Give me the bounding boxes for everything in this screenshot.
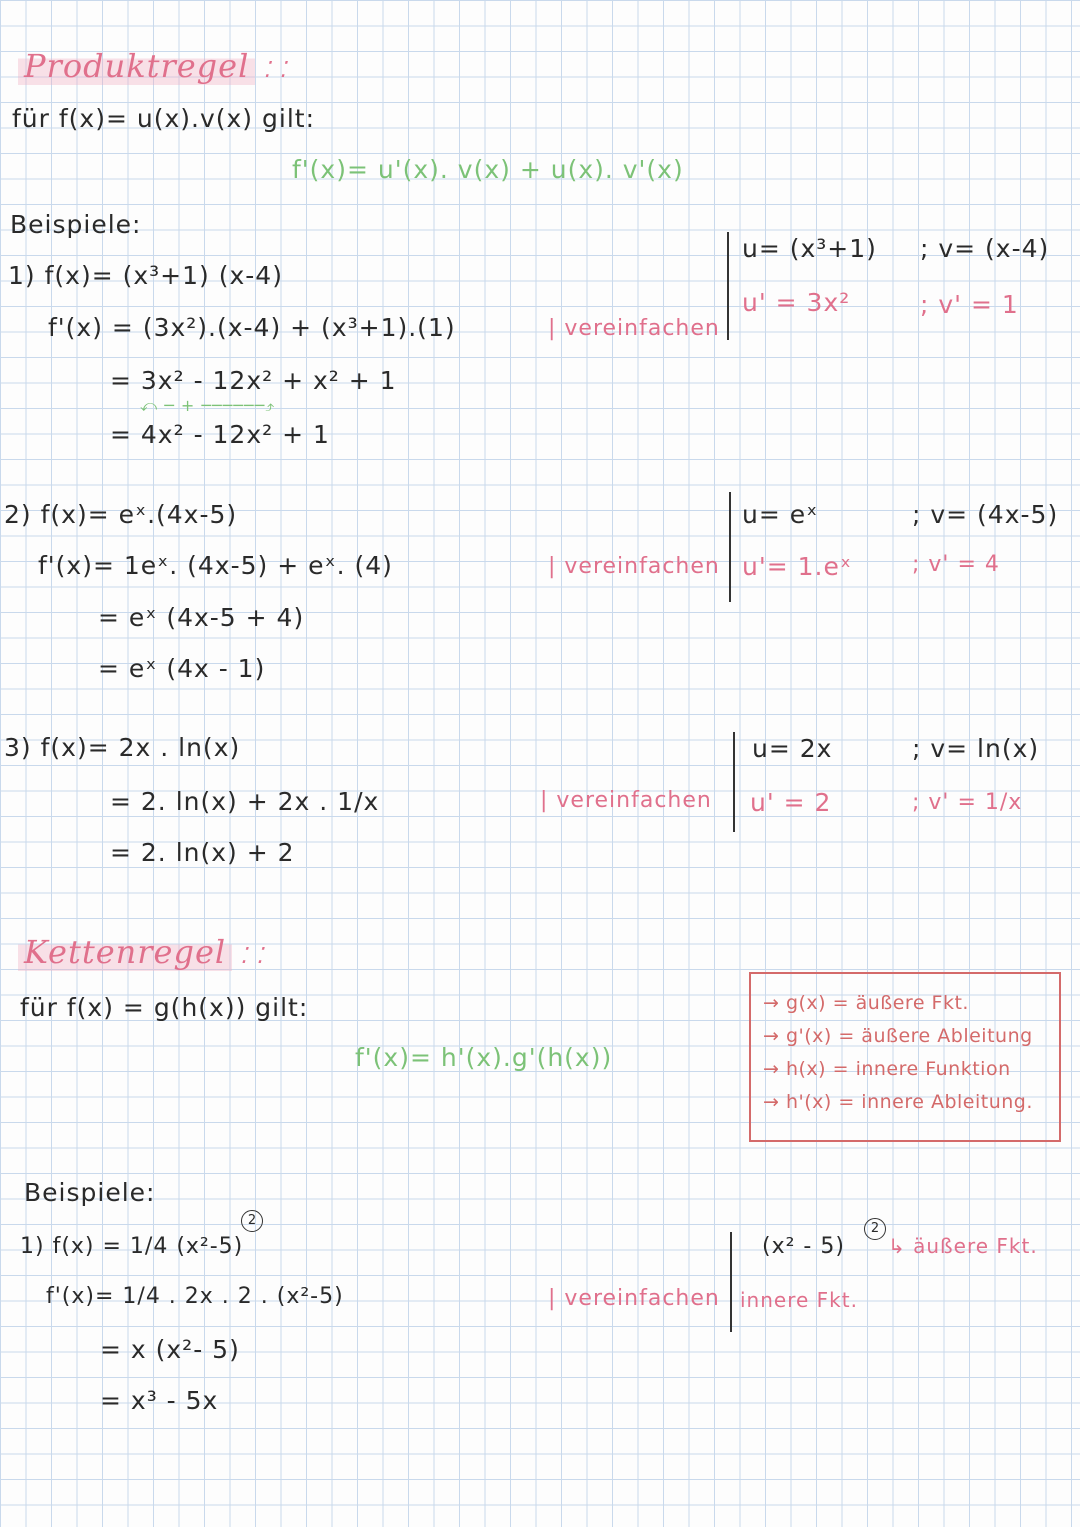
produktregel-title: Produktregel ⁚ ⁚ bbox=[18, 50, 287, 82]
kettenregel-title: Kettenregel ⁚ ⁚ bbox=[18, 936, 264, 968]
p-ex2-tag: | vereinfachen bbox=[548, 554, 720, 579]
p-ex1-u: u= (x³+1) bbox=[742, 234, 877, 263]
legend-outer-function: → g(x) = äußere Fkt. bbox=[763, 992, 969, 1014]
p-ex3-v: ; v= ln(x) bbox=[912, 734, 1040, 763]
produktregel-examples-label: Beispiele: bbox=[10, 210, 142, 239]
legend-inner-function: → h(x) = innere Funktion bbox=[763, 1058, 1011, 1080]
k-ex1-line3: = x (x²- 5) bbox=[100, 1335, 240, 1364]
kettenregel-intro: für f(x) = g(h(x)) gilt: bbox=[20, 993, 309, 1022]
kettenregel-formula: f'(x)= h'(x).g'(h(x)) bbox=[355, 1043, 613, 1072]
k-ex1-outer-label: ↳ äußere Fkt. bbox=[888, 1234, 1038, 1258]
p-ex2-divider bbox=[729, 492, 731, 602]
k-ex1-exponent: 2 bbox=[241, 1210, 263, 1232]
p-ex3-du: u' = 2 bbox=[750, 788, 832, 817]
p-ex3-line3: = 2. ln(x) + 2 bbox=[110, 838, 295, 867]
p-ex3-dv: ; v' = 1/x bbox=[912, 790, 1023, 815]
p-ex1-v: ; v= (x-4) bbox=[920, 234, 1050, 263]
p-ex2-v: ; v= (4x-5) bbox=[912, 500, 1059, 529]
produktregel-intro: für f(x)= u(x).v(x) gilt: bbox=[12, 104, 315, 133]
kettenregel-legend-box bbox=[749, 972, 1061, 1142]
kettenregel-examples-label: Beispiele: bbox=[24, 1178, 156, 1207]
p-ex3-line1: 3) f(x)= 2x . ln(x) bbox=[4, 733, 241, 762]
p-ex2-u: u= eˣ bbox=[742, 500, 819, 529]
p-ex1-line4: = 4x² - 12x² + 1 bbox=[110, 420, 330, 449]
p-ex2-line2: f'(x)= 1eˣ. (4x-5) + eˣ. (4) bbox=[38, 551, 393, 580]
k-ex1-line2: f'(x)= 1/4 . 2x . 2 . (x²-5) bbox=[46, 1284, 344, 1309]
p-ex1-tag: | vereinfachen bbox=[548, 316, 720, 341]
k-ex1-line1: 1) f(x) = 1/4 (x²-5) bbox=[20, 1234, 244, 1259]
p-ex1-divider bbox=[727, 232, 729, 340]
p-ex2-line4: = eˣ (4x - 1) bbox=[98, 654, 266, 683]
k-ex1-tag: | vereinfachen bbox=[548, 1286, 720, 1311]
p-ex3-tag: | vereinfachen bbox=[540, 788, 712, 813]
k-ex1-inner-label: innere Fkt. bbox=[740, 1288, 858, 1312]
p-ex2-line1: 2) f(x)= eˣ.(4x-5) bbox=[4, 500, 238, 529]
p-ex1-du: u' = 3x² bbox=[742, 288, 851, 317]
p-ex1-line2: f'(x) = (3x²).(x-4) + (x³+1).(1) bbox=[48, 313, 456, 342]
p-ex1-dv: ; v' = 1 bbox=[920, 290, 1019, 319]
k-ex1-line4: = x³ - 5x bbox=[100, 1386, 219, 1415]
k-ex1-outer: (x² - 5) bbox=[762, 1234, 845, 1259]
p-ex1-line3: = 3x² - 12x² + x² + 1 bbox=[110, 366, 397, 395]
p-ex1-line1: 1) f(x)= (x³+1) (x-4) bbox=[8, 261, 283, 290]
p-ex3-u: u= 2x bbox=[752, 734, 833, 763]
k-ex1-outer-exponent: 2 bbox=[864, 1218, 886, 1240]
p-ex1-arrow: ⤺ ─ + ──────⤴ bbox=[140, 396, 276, 415]
k-ex1-divider bbox=[730, 1232, 732, 1332]
legend-inner-derivative: → h'(x) = innere Ableitung. bbox=[763, 1091, 1033, 1113]
p-ex2-dv: ; v' = 4 bbox=[912, 552, 1000, 577]
p-ex2-line3: = eˣ (4x-5 + 4) bbox=[98, 603, 305, 632]
produktregel-formula: f'(x)= u'(x). v(x) + u(x). v'(x) bbox=[292, 155, 684, 184]
p-ex2-du: u'= 1.eˣ bbox=[742, 552, 852, 581]
p-ex3-line2: = 2. ln(x) + 2x . 1/x bbox=[110, 787, 380, 816]
p-ex3-divider bbox=[733, 732, 735, 832]
legend-outer-derivative: → g'(x) = äußere Ableitung bbox=[763, 1025, 1033, 1047]
